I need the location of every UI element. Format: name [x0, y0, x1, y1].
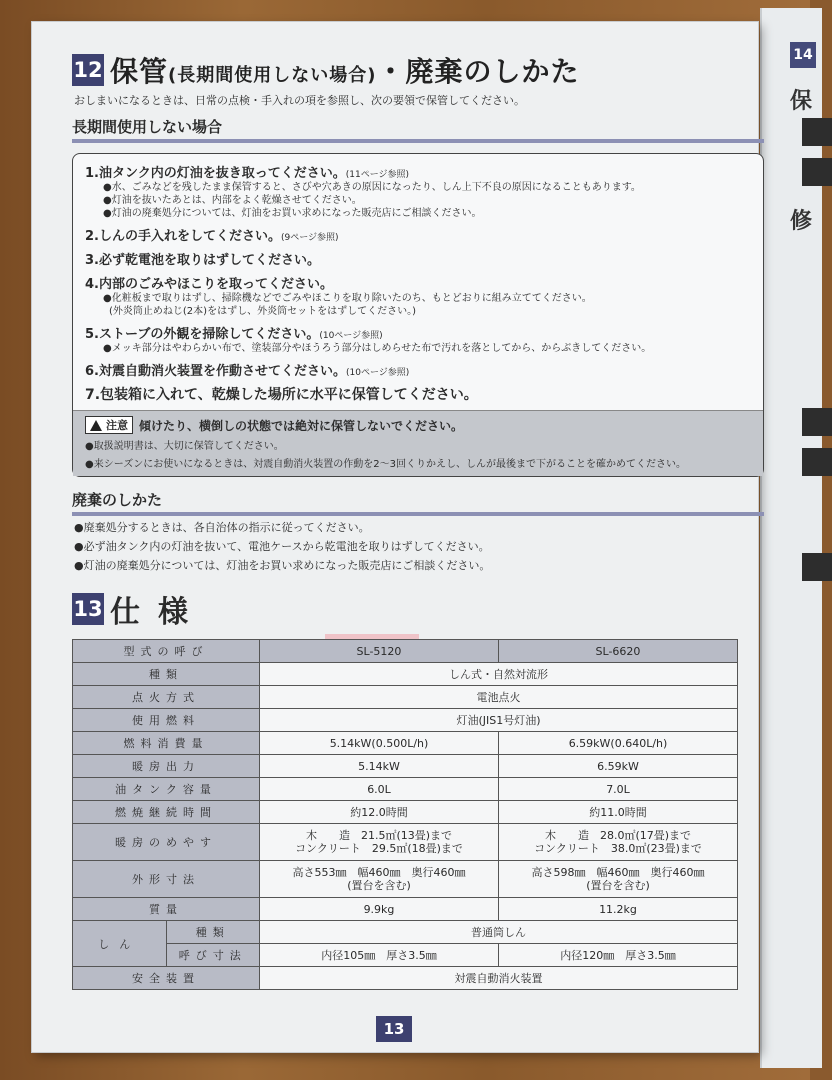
heating-wood-a: 木 造 21.5㎡(13畳)まで: [305, 829, 453, 842]
row-label: 点火方式: [73, 686, 260, 709]
step-bullet: ●灯油の廃棄処分については、灯油をお買い求めになった販売店にご相談ください。: [103, 208, 482, 219]
long-storage-heading: 長期間使用しない場合: [72, 116, 764, 143]
step-5: [85, 323, 751, 342]
next-page-char: 修: [790, 209, 813, 234]
model-b: SL-6620: [499, 640, 738, 663]
step-bullet: ●化粧板まで取りはずし、掃除機などでごみやほこりを取り除いたのち、もとどおりに組み立ててください。: [103, 293, 592, 304]
step-1: [85, 162, 751, 181]
step-label: 7.包装箱に入れて、乾燥した場所に水平に保管してください。: [85, 387, 478, 403]
next-page-char: 保: [790, 89, 813, 114]
table-row: [73, 921, 738, 944]
model-a: SL-5120: [260, 640, 499, 663]
intro-text: おしまいになるときは、日常の点検・手入れの項を参照し、次の要領で保管してください。: [74, 94, 525, 107]
heating-concrete-a: コンクリート 29.5㎡(18畳)まで: [295, 842, 463, 855]
caution-badge-label: 注意: [106, 419, 128, 432]
disposal-item: ●必ず油タンク内の灯油を抜いて、電池ケースから乾電池を取りはずしてください。: [74, 540, 490, 553]
row-value-a: 約12.0時間: [260, 801, 499, 824]
row-value-b: 6.59kW: [499, 755, 738, 778]
step-ref: (10ページ参照): [345, 368, 410, 378]
step-ref: (10ページ参照): [319, 331, 383, 341]
table-row: [73, 709, 738, 732]
row-value-a: 9.9kg: [260, 898, 499, 921]
warning-triangle-icon: [90, 420, 102, 431]
size-note-b: (置台を含む): [586, 879, 650, 892]
row-label: 使用燃料: [73, 709, 260, 732]
title-tail: ・廃棄のしかた: [376, 55, 580, 88]
step-6: [85, 360, 751, 379]
disposal-item: ●灯油の廃棄処分については、灯油をお買い求めになった販売店にご相談ください。: [74, 559, 491, 572]
row-label: 外形寸法: [73, 861, 260, 898]
caution-line: [85, 416, 751, 434]
row-value-b: [499, 861, 738, 898]
caution-badge: [85, 416, 133, 434]
disposal-heading: 廃棄のしかた: [72, 489, 764, 516]
step-label: 6.対震自動消火装置を作動させてください。: [85, 364, 346, 379]
table-row: [73, 824, 738, 861]
next-page-bar: [802, 408, 832, 436]
row-label: 暖房出力: [73, 755, 260, 778]
next-page-bar: [802, 553, 832, 581]
section-number-badge: 13: [72, 593, 104, 625]
step-label: 1.油タンク内の灯油を抜き取ってください。: [85, 166, 346, 181]
row-value-a: 6.0L: [260, 778, 499, 801]
table-row: [73, 967, 738, 990]
table-row: [73, 898, 738, 921]
row-value-a: [260, 824, 499, 861]
row-label: 暖房のめやす: [73, 824, 260, 861]
model-label: 型式の呼び: [73, 640, 260, 663]
next-page-edge: [760, 8, 822, 1068]
manual-page: [32, 22, 758, 1052]
row-value-b: 11.2kg: [499, 898, 738, 921]
row-value-b: 約11.0時間: [499, 801, 738, 824]
title-paren: (長期間使用しない場合): [168, 65, 377, 86]
row-label: 種類: [73, 663, 260, 686]
row-value: 普通筒しん: [260, 921, 738, 944]
row-label: 質量: [73, 898, 260, 921]
table-row: [73, 755, 738, 778]
row-value-b: [499, 824, 738, 861]
row-label: 油タンク容量: [73, 778, 260, 801]
next-page-bar: [802, 158, 832, 186]
section-12-header: [72, 50, 764, 90]
table-row: [73, 801, 738, 824]
caution-text: 傾けたり、横倒しの状態では絶対に保管しないでください。: [139, 418, 464, 433]
row-value-b: 6.59kW(0.640L/h): [499, 732, 738, 755]
row-value-a: 5.14kW: [260, 755, 499, 778]
section-title: [110, 50, 579, 90]
step-label: 4.内部のごみやほこりを取ってください。: [85, 277, 333, 292]
table-row: [73, 686, 738, 709]
row-value-a: 内径105㎜ 厚さ3.5㎜: [260, 944, 499, 967]
row-value: しん式・自然対流形: [260, 663, 738, 686]
table-row: [73, 663, 738, 686]
spec-title: 仕様: [110, 595, 206, 630]
spec-table: [72, 639, 738, 990]
heating-concrete-b: コンクリート 38.0㎡(23畳)まで: [534, 842, 702, 855]
step-2: [85, 225, 751, 244]
size-b: 高さ598㎜ 幅460㎜ 奥行460㎜: [531, 866, 705, 879]
step-4: [85, 273, 751, 292]
row-value: 電池点火: [260, 686, 738, 709]
row-label: 安全装置: [73, 967, 260, 990]
row-value: 対震自動消火装置: [260, 967, 738, 990]
table-row: [73, 732, 738, 755]
step-3: [85, 249, 751, 268]
caution-note: ●来シーズンにお使いになるときは、対震自動消火装置の作動を2〜3回くりかえし、しんが最後まで下がることを確かめてください。: [85, 459, 686, 470]
row-value-a: [260, 861, 499, 898]
title-main: 保管: [110, 55, 169, 88]
step-ref: (11ページ参照): [345, 170, 410, 180]
page-number: 13: [376, 1016, 412, 1042]
step-bullet: ●メッキ部分はやわらかい布で、塗装部分やほうろう部分はしめらせた布で汚れを落としてから、からぶきしてください。: [103, 343, 652, 354]
row-label: しん: [73, 921, 167, 967]
table-row: [73, 640, 738, 663]
step-bullet: ●灯油を抜いたあとは、内部をよく乾燥させてください。: [103, 195, 362, 206]
sub-label: 種類: [166, 921, 260, 944]
row-value-b: 内径120㎜ 厚さ3.5㎜: [499, 944, 738, 967]
caution-area: [73, 410, 763, 476]
step-bullet: (外炎筒止めねじ(2本)をはずし、外炎筒セットをはずしてください。): [109, 306, 416, 317]
step-label: 5.ストーブの外観を掃除してください。: [85, 327, 320, 342]
row-label: 燃料消費量: [73, 732, 260, 755]
table-row: [73, 944, 738, 967]
table-row: [73, 778, 738, 801]
step-7: [85, 384, 751, 404]
row-value-b: 7.0L: [499, 778, 738, 801]
step-ref: (9ページ参照): [280, 233, 339, 243]
size-note-a: (置台を含む): [347, 879, 411, 892]
row-value: 灯油(JIS1号灯油): [260, 709, 738, 732]
next-section-number: 14: [790, 42, 816, 68]
table-row: [73, 861, 738, 898]
caution-note: ●取扱説明書は、大切に保管してください。: [85, 441, 284, 452]
heating-wood-b: 木 造 28.0㎡(17畳)まで: [544, 829, 692, 842]
next-page-bar: [802, 118, 832, 146]
sub-label: 呼び寸法: [166, 944, 260, 967]
next-page-bar: [802, 448, 832, 476]
size-a: 高さ553㎜ 幅460㎜ 奥行460㎜: [292, 866, 466, 879]
step-label: 3.必ず乾電池を取りはずしてください。: [85, 253, 320, 268]
section-number-badge: 12: [72, 54, 104, 86]
row-label: 燃焼継続時間: [73, 801, 260, 824]
storage-steps-box: [72, 153, 764, 477]
row-value-a: 5.14kW(0.500L/h): [260, 732, 499, 755]
disposal-item: ●廃棄処分するときは、各自治体の指示に従ってください。: [74, 521, 370, 534]
step-label: 2.しんの手入れをしてください。: [85, 229, 281, 244]
step-bullet: ●水、ごみなどを残したまま保管すると、さびや穴あきの原因になったり、しん上下不良の原因になることもあります。: [103, 182, 641, 193]
section-13-header: [72, 587, 764, 631]
